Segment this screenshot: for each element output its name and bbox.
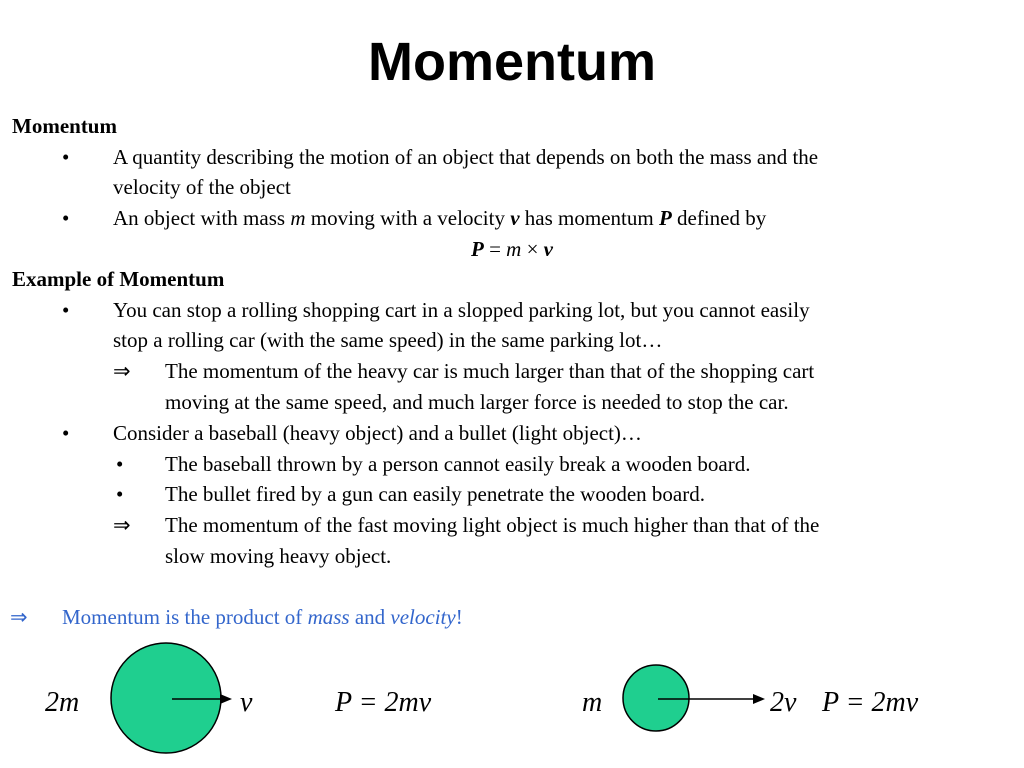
var-P: P [658,206,672,230]
left-mass-label: 2m [45,687,80,718]
light-ball [623,665,689,731]
bullet-text: A quantity describing the motion of an object that depends on both the mass and the [113,145,819,169]
velocity-arrow-head [220,694,232,704]
left-momentum-equation: P = 2mv [335,687,432,718]
velocity-arrow-head [753,694,765,704]
sub-bullet-text: slow moving heavy object. [165,544,392,568]
bullet-text: You can stop a rolling shopping cart in a slopped parking lot, but you cannot easily [113,298,810,322]
bullet-text: Consider a baseball (heavy object) and a bullet (light object)… [113,421,642,445]
var-m: m [290,206,306,230]
sub-bullet-text: moving at the same speed, and much larger force is needed to stop the car. [165,390,789,414]
bullet-text: stop a rolling car (with the same speed) in the same parking lot… [113,328,663,352]
sub-bullet-text: The momentum of the fast moving light object is much higher than that of the [165,513,820,537]
sub-bullet-text: The baseball thrown by a person cannot easily break a wooden board. [165,452,751,476]
var-v: v [510,206,520,230]
page-title: Momentum [368,32,656,92]
bullet-icon: • [62,421,70,445]
sub-bullet-text: The momentum of the heavy car is much larger than that of the shopping cart [165,359,815,383]
right-momentum-equation: P = 2mv [822,687,919,718]
conclusion-text: Momentum is the product of mass and velocity! [62,605,463,629]
implies-icon: ⇒ [10,605,28,629]
heavy-ball [111,643,221,753]
left-velocity-label: v [240,687,253,718]
right-mass-label: m [582,687,603,718]
bullet-icon: • [62,206,70,230]
implies-icon: ⇒ [113,513,131,537]
right-velocity-label: 2v [770,687,797,718]
bullet-icon: • [62,298,70,322]
section-heading-example: Example of Momentum [12,267,225,291]
bullet-icon: • [62,145,70,169]
sub-bullet-text: The bullet fired by a gun can easily penetrate the wooden board. [165,482,705,506]
bullet-text: velocity of the object [113,175,291,199]
implies-icon: ⇒ [113,359,131,383]
bullet-icon: • [116,452,124,476]
section-heading-momentum: Momentum [12,114,117,138]
bullet-icon: • [116,482,124,506]
momentum-equation: P = m × v [470,237,553,261]
bullet-text-mass-velocity: An object with mass m moving with a velocity v has momentum P defined by [113,206,767,230]
